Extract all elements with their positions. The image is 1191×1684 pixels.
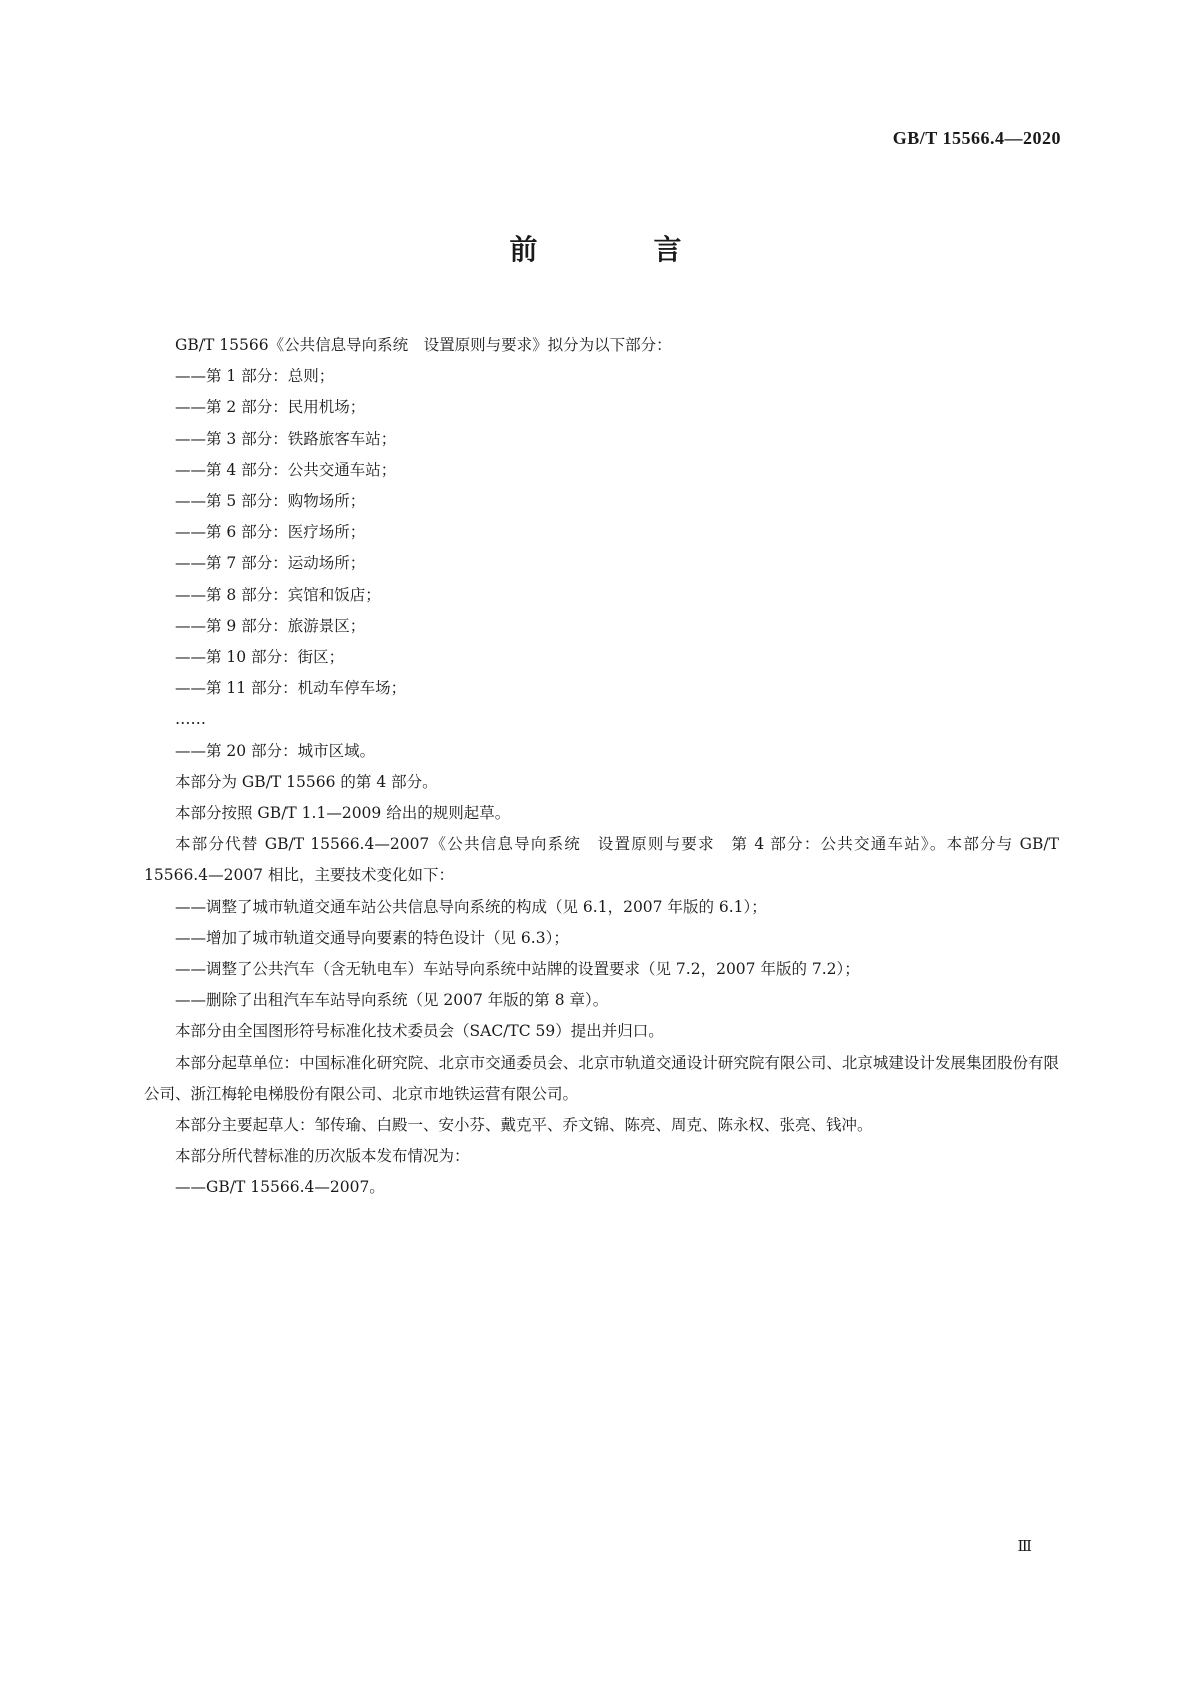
foreword-body — [144, 330, 1059, 1204]
list-item: ——调整了公共汽车（含无轨电车）车站导向系统中站牌的设置要求（见 7.2，2007 年版的 7.2）； — [175, 960, 860, 979]
list-item: ——调整了城市轨道交通车站公共信息导向系统的构成（见 6.1，2007 年版的 6.1）； — [175, 897, 767, 916]
list-item: ——第 10 部分：街区； — [175, 648, 345, 667]
list-item: ——第 3 部分：铁路旅客车站； — [175, 429, 397, 448]
list-item: ——第 11 部分：机动车停车场； — [175, 679, 407, 698]
list-item: ——第 20 部分：城市区域。 — [175, 741, 376, 760]
paragraph: 本部分主要起草人：邹传瑜、白殿一、安小芬、戴克平、乔文锦、陈亮、周克、陈永权、张亮、钱冲。 — [175, 1116, 873, 1135]
paragraph: 本部分起草单位：中国标准化研究院、北京市交通委员会、北京市轨道交通设计研究院有限公司、北京城建设计发展集团股份有限公司、浙江梅轮电梯股份有限公司、北京市地铁运营有限公司。 — [144, 1053, 1059, 1103]
list-item: ——第 5 部分：购物场所； — [175, 492, 366, 511]
paragraph: 本部分为 GB/T 15566 的第 4 部分。 — [175, 772, 438, 791]
paragraph: 本部分所代替标准的历次版本发布情况为： — [175, 1147, 470, 1166]
standard-code: GB/T 15566.4—2020 — [892, 128, 1061, 148]
list-item: ——第 2 部分：民用机场； — [175, 398, 366, 417]
paragraph: 本部分按照 GB/T 1.1—2009 给出的规则起草。 — [175, 804, 511, 823]
list-item: ——删除了出租汽车车站导向系统（见 2007 年版的第 8 章）。 — [175, 991, 609, 1010]
list-item: ——第 8 部分：宾馆和饭店； — [175, 585, 381, 604]
list-item: ——增加了城市轨道交通导向要素的特色设计（见 6.3）； — [175, 928, 569, 947]
list-item: ——GB/T 15566.4—2007。 — [175, 1178, 385, 1197]
list-item: ——第 7 部分：运动场所； — [175, 554, 366, 573]
paragraph: GB/T 15566《公共信息导向系统 设置原则与要求》拟分为以下部分： — [175, 336, 672, 354]
list-item: ——第 1 部分：总则； — [175, 367, 335, 386]
page-title: 前 言 — [509, 233, 726, 266]
list-item: ——第 4 部分：公共交通车站； — [175, 460, 397, 479]
page-number: Ⅲ — [1017, 1539, 1032, 1555]
ellipsis: …… — [175, 710, 206, 729]
paragraph: 本部分由全国图形符号标准化技术委员会（SAC/TC 59）提出并归口。 — [175, 1022, 664, 1041]
list-item: ——第 6 部分：医疗场所； — [175, 523, 366, 542]
list-item: ——第 9 部分：旅游景区； — [175, 616, 366, 635]
paragraph: 本部分代替 GB/T 15566.4—2007《公共信息导向系统 设置原则与要求 第 4 部分：公共交通车站》。本部分与 GB/T 15566.4—2007 相比，主要技术变化如下： — [144, 835, 1059, 885]
